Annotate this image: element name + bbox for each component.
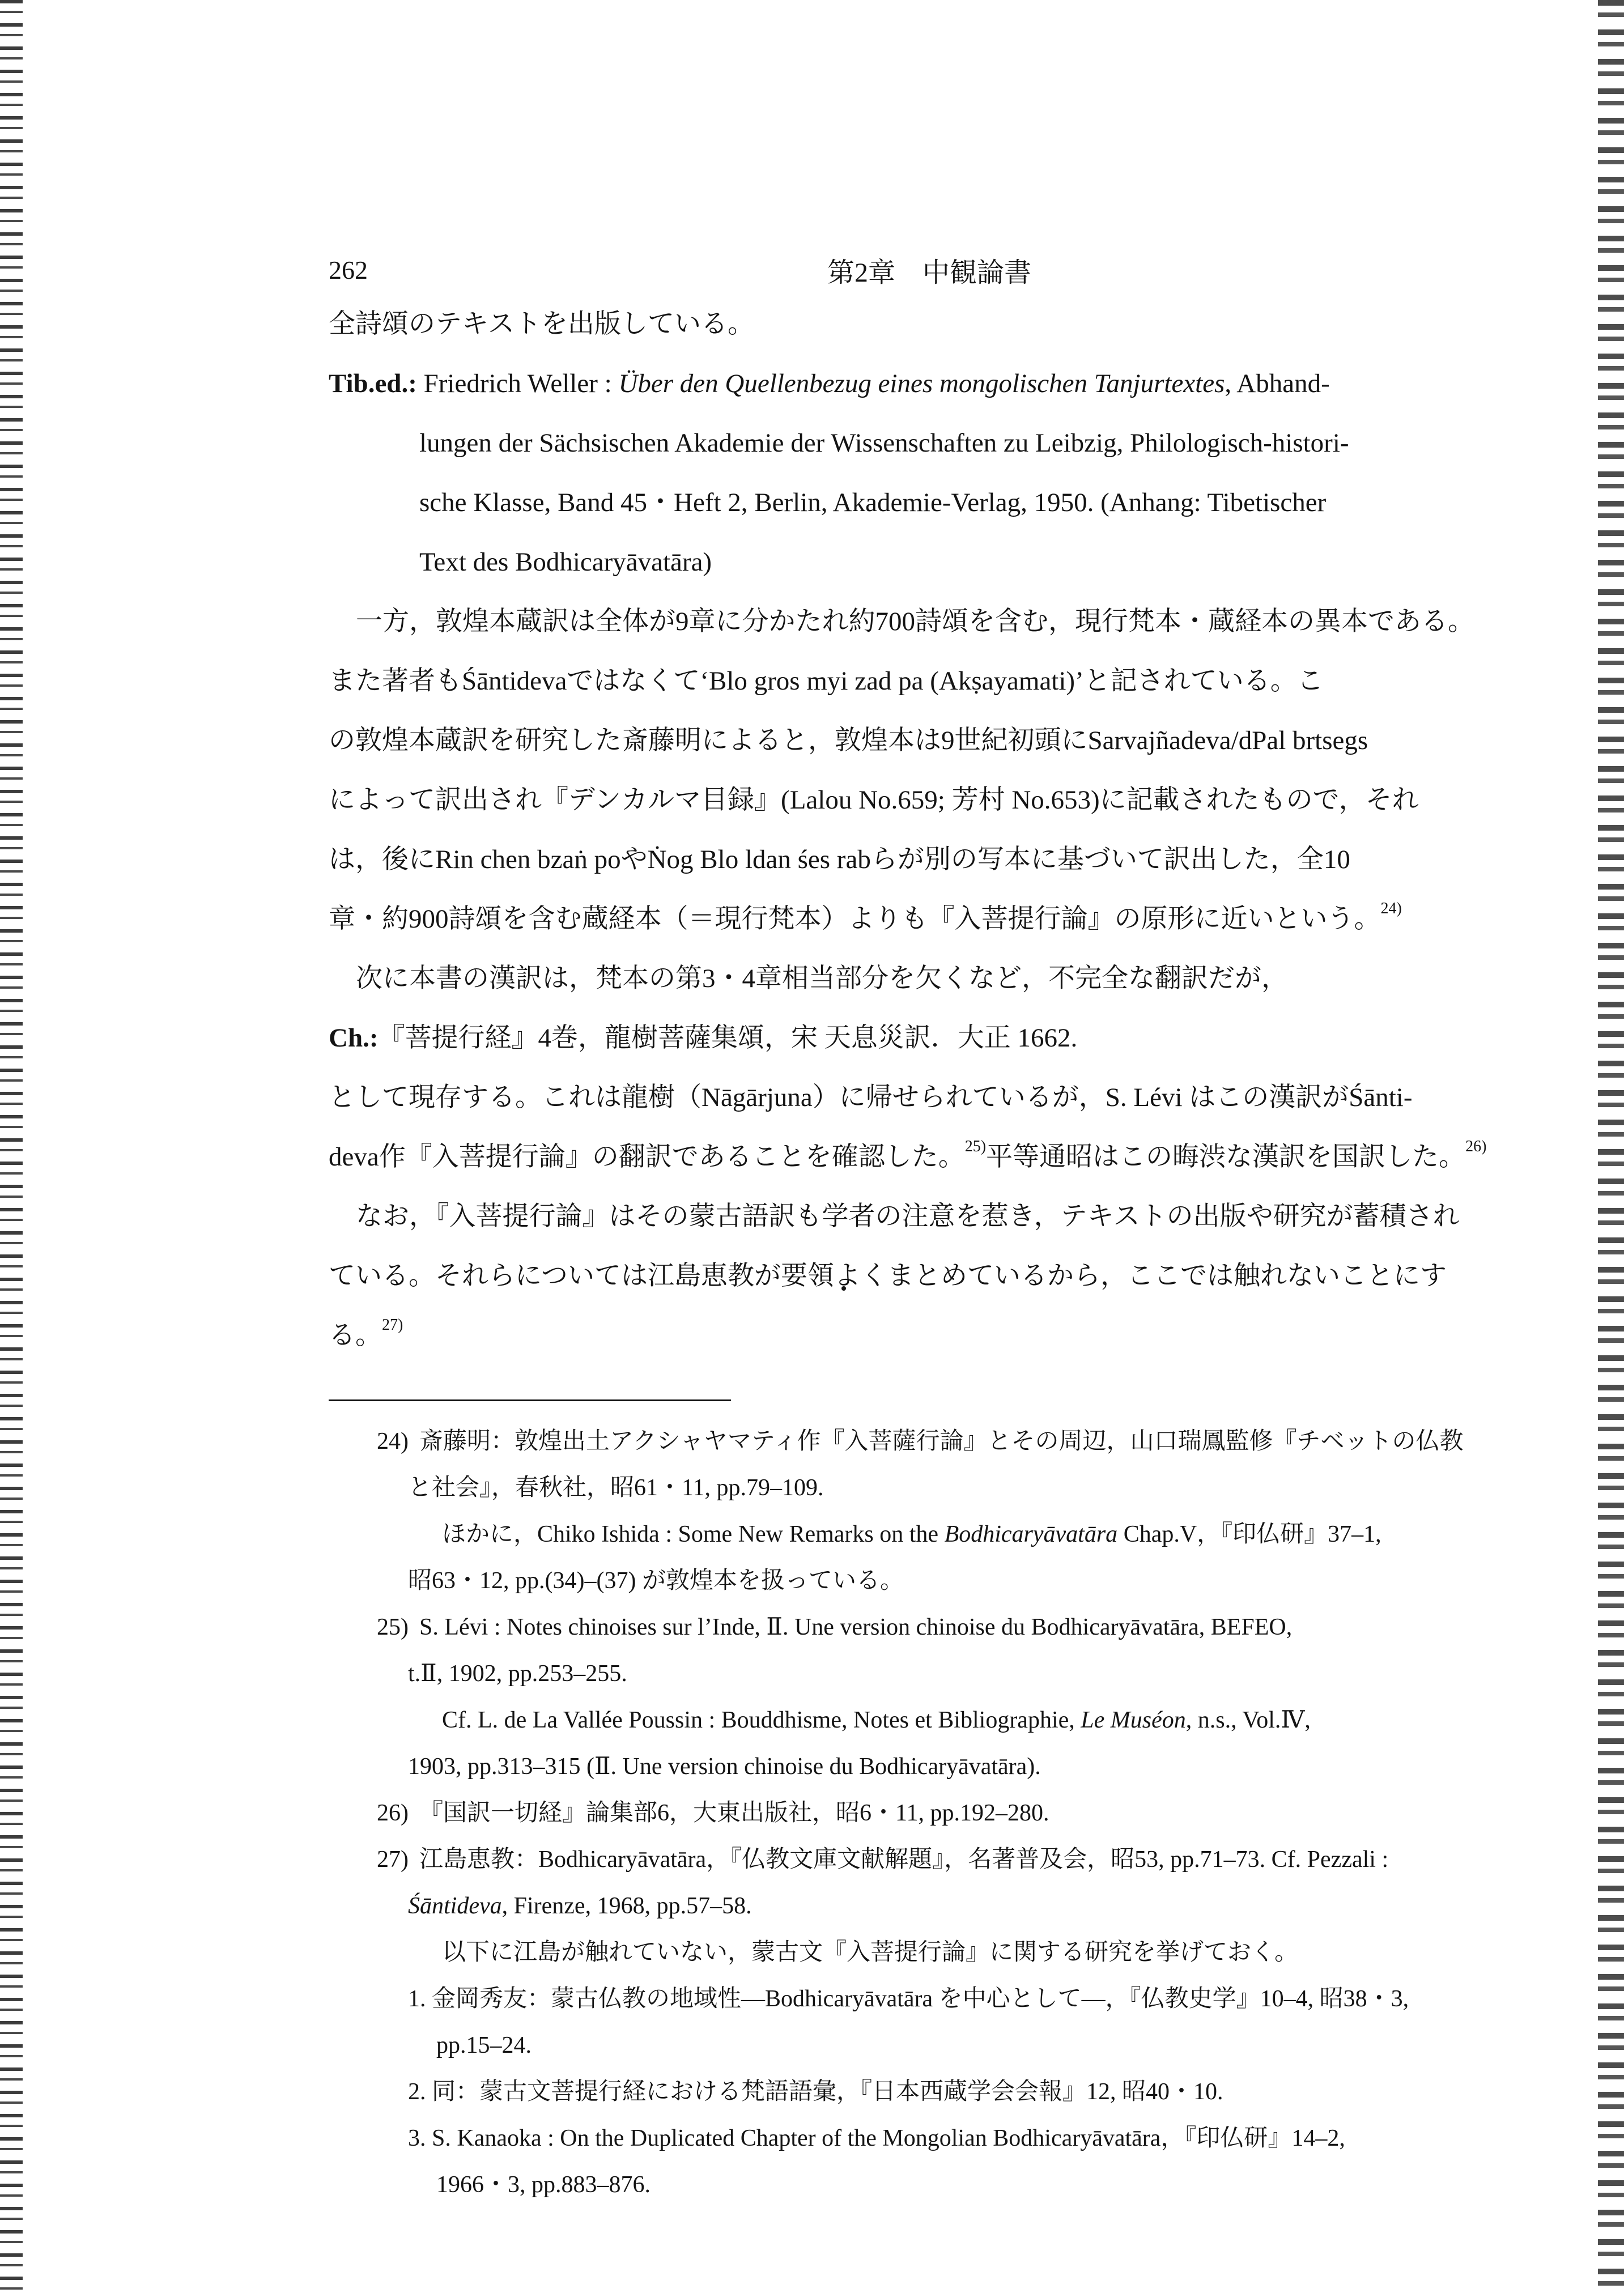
text-line: によって訳出され『デンカルマ目録』(Lalou No.659; 芳村 No.653)に記載されたもので，それ	[329, 785, 1419, 815]
list-item: 2. 同：蒙古文菩提行経における梵語語彙，『日本西蔵学会会報』12, 昭40・10.	[408, 2079, 1223, 2105]
entry-label: Tib.ed.:	[329, 369, 417, 398]
text-line: Text des Bodhicaryāvatāra)	[419, 547, 712, 577]
page-number: 262	[329, 256, 368, 284]
footnote-26: 26) 『国訳一切経』論集部6，大東出版社，昭6・11, pp.192–280.	[329, 1790, 1541, 1836]
chapter-title: 第2章 中観論書	[827, 258, 1032, 288]
footnote-25: 25) S. Lévi : Notes chinoises sur l’Inde, Ⅱ. Une version chinoise du Bodhicaryāvatāra, BEFEO, t.Ⅱ, 1902, pp.253–255. Cf. L. de La Vallée Poussin : Bouddhisme, Notes et Bibliographie, Le Muséon, n.s., Vol.Ⅳ, 1903, pp.313–315 (Ⅱ. Une version chinoise du Bodhicaryāvatāra).	[329, 1604, 1541, 1790]
footnote-ref: 25)	[964, 1138, 987, 1156]
text-line: ている。それらについては江島恵教が要領よくまとめているから，ここでは触れないことにす	[329, 1261, 1447, 1291]
text-line: 次に本書の漢訳は，梵本の第3・4章相当部分を欠くなど，不完全な翻訳だが，	[356, 964, 1288, 993]
text-line: は，後にRin chen bzaṅ poやṄog Blo ldan śes rabらが別の写本に基づいて訳出した，全10	[329, 845, 1350, 874]
scan-edge-left	[0, 0, 23, 2293]
text-line: る。$^{27)}$	[329, 1316, 403, 1350]
text-line: 一方，敦煌本蔵訳は全体が9章に分かたれ約700詩頌を含む，現行梵本・蔵経本の異本である。	[356, 607, 1474, 636]
text-line: deva作『入菩提行論』の翻訳であることを確認した。$^{25)}$平等通昭はこの晦渋な漢訳を国訳した。$^{26)}$	[329, 1138, 1487, 1172]
footnote-ref: 26)	[1465, 1138, 1487, 1156]
scan-edge-right	[1598, 0, 1624, 2293]
text-line: 章・約900詩頌を含む蔵経本（＝現行梵本）よりも『入菩提行論』の原形に近いという。$^{24)}$	[329, 900, 1402, 934]
text-line: 全詩頌のテキストを出版している。	[329, 309, 755, 339]
text-line: の敦煌本蔵訳を研究した斎藤明によると，敦煌本は9世紀初頭にSarvajñadeva/dPal brtsegs	[329, 726, 1368, 755]
chinese-translation-entry: Ch.:『菩提行経』4巻，龍樹菩薩集頌，宋 天息災訳．大正 1662.	[329, 1023, 1078, 1053]
list-item: 3. S. Kanaoka : On the Duplicated Chapter of the Mongolian Bodhicaryāvatāra，『印仏研』14–2,	[408, 2125, 1345, 2151]
footnote-divider	[329, 1399, 731, 1401]
footnote-24: 24) 斎藤明：敦煌出土アクシャヤマティ作『入菩薩行論』とその周辺，山口瑞鳳監修『チベットの仏教 と社会』，春秋社，昭61・11, pp.79–109. ほかに，Chiko Ishida : Some New Remarks on the Bodhicaryāvatāra Chap.V，『印仏研』37–1, 昭63・12, pp.(34)–(37) が敦煌本を扱っている。	[329, 1418, 1541, 1604]
list-item: 1. 金岡秀友：蒙古仏教の地域性—Bodhicaryāvatāra を中心として—，『仏教史学』10–4, 昭38・3,	[408, 1986, 1409, 2012]
work-title: Über den Quellenbezug eines mongolischen Tanjurtextes	[618, 369, 1225, 398]
book-page	[329, 244, 1541, 2208]
text-line: sche Klasse, Band 45・Heft 2, Berlin, Akademie-Verlag, 1950. (Anhang: Tibetischer	[419, 488, 1327, 517]
footnote-number: 25)	[377, 1614, 409, 1640]
running-head	[329, 244, 1541, 295]
text-line: として現存する。これは龍樹（Nāgārjuna）に帰せられているが，S. Lévi はこの漢訳がŚānti-	[329, 1083, 1413, 1112]
entry-label: Ch.:	[329, 1023, 379, 1053]
footnote-number: 24)	[377, 1428, 409, 1454]
footnote-ref: 27)	[382, 1316, 403, 1334]
footnotes	[329, 1418, 1541, 2208]
main-text	[329, 295, 1541, 1365]
footnote-number: 26)	[377, 1800, 409, 1826]
footnote-27: 27) 江島恵教：Bodhicaryāvatāra，『仏教文庫文献解題』，名著普及会，昭53, pp.71–73. Cf. Pezzali : Śāntideva, Firenze, 1968, pp.57–58. 以下に江島が触れていない，蒙古文『入菩提行論』に関する研究を挙げておく。 1. 金岡秀友：蒙古仏教の地域性—Bodhicaryāvatāra を中心として—，『仏教史学』10–4, 昭38・3, pp.15–24. 2. 同：蒙古文菩提行経における梵語語彙，『日本西蔵学会会報』12, 昭40・10. 3. S. Kanaoka : On the Duplicated Chapter of the Mongolian Bodhicaryāvatāra，『印仏研』14–2, 1966・3, pp.883–876.	[329, 1836, 1541, 2208]
footnote-number: 27)	[377, 1847, 409, 1873]
footnote-ref: 24)	[1380, 900, 1402, 918]
text-line: また著者もŚāntidevaではなくて‘Blo gros myi zad pa (Akṣayamati)’と記されている。こ	[329, 666, 1324, 696]
tibetan-edition-entry: Tib.ed.: Friedrich Weller : Über den Quellenbezug eines mongolischen Tanjurtextes, Abhand-	[329, 369, 1330, 398]
text-line: なお，『入菩提行論』はその蒙古語訳も学者の注意を惹き，テキストの出版や研究が蓄積され	[356, 1202, 1460, 1231]
text-line: lungen der Sächsischen Akademie der Wissenschaften zu Leibzig, Philologisch-histori-	[419, 428, 1349, 458]
